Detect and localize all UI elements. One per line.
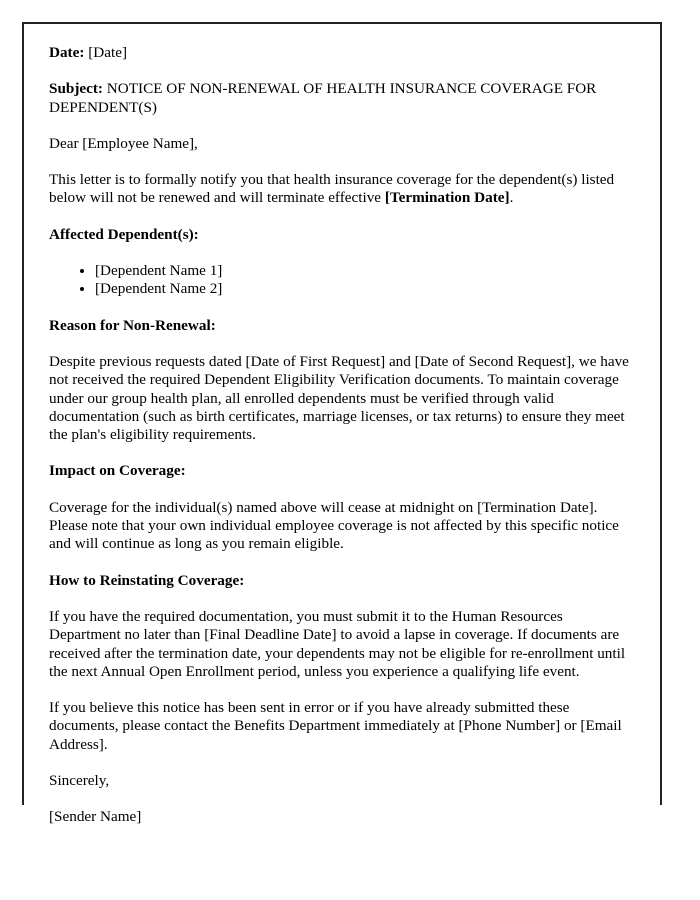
- list-item: • [Dependent Name 1]: [95, 262, 632, 280]
- affected-dependents-heading: Affected Dependent(s):: [49, 225, 199, 243]
- intro-text-after: .: [509, 189, 514, 207]
- reason-heading: Reason for Non-Renewal:: [49, 316, 216, 334]
- subject-line: [49, 80, 632, 117]
- date-line: [49, 44, 632, 62]
- intro-text-before: This letter is to formally notify you that health insurance coverage for the dependent(s) listed below will not be renewed and will terminate effective: [49, 171, 615, 207]
- subject-value: NOTICE OF NON-RENEWAL OF HEALTH INSURANCE COVERAGE FOR DEPENDENT(S): [49, 80, 597, 116]
- termination-date-placeholder: [Termination Date]: [384, 189, 510, 207]
- impact-heading: Impact on Coverage:: [49, 462, 186, 480]
- list-item: • [Dependent Name 2]: [95, 280, 632, 298]
- document-page: [22, 22, 662, 826]
- subject-label: Subject:: [49, 80, 103, 98]
- date-label: Date:: [49, 44, 85, 61]
- salutation: Dear [Employee Name],: [49, 134, 198, 152]
- reinstate-paragraph: If you have the required documentation, you must submit it to the Human Resources Department no later than [Final Deadline Date] to avoid a lapse in coverage. If documents are received after the termination date, your dependents may not be eligible for re-enrollment until the next Annual Open Enrollment period, unless you experience a qualifying life event.: [49, 607, 626, 680]
- closing: Sincerely,: [49, 772, 110, 790]
- reason-paragraph: Despite previous requests dated [Date of First Request] and [Date of Second Request], we have not received the required Dependent Eligibility Verification documents. To maintain coverage under our group health plan, all enrolled dependents must be verified through valid documentation (such as birth certificates, marriage licenses, or tax returns) to ensure they meet the plan's eligibility requirements.: [49, 352, 629, 444]
- affected-dependents-list: [49, 262, 632, 299]
- document-body: [49, 44, 632, 827]
- date-value: [Date]: [88, 44, 128, 61]
- sender-name: [Sender Name]: [49, 808, 142, 826]
- impact-paragraph: Coverage for the individual(s) named above will cease at midnight on [Termination Date]. Please note that your own individual employee coverage is not affected by this specific notice and will continue as long as you remain eligible.: [49, 498, 619, 553]
- reinstate-heading: How to Reinstating Coverage:: [49, 571, 245, 589]
- intro-paragraph: [49, 171, 632, 208]
- error-contact-paragraph: If you believe this notice has been sent in error or if you have already submitted these documents, please contact the Benefits Department immediately at [Phone Number] or [Email Address].: [49, 699, 622, 753]
